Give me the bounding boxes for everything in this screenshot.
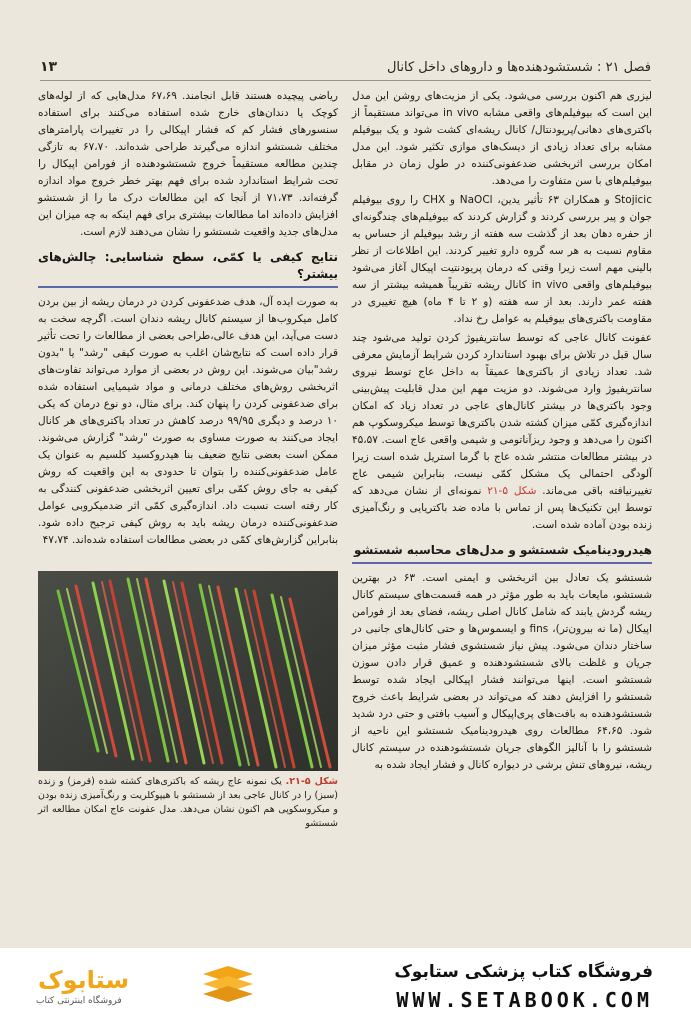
figure-caption: [38, 775, 338, 831]
microscopy-image: [38, 571, 338, 771]
paragraph-text: عفونت کانال عاجی که توسط سانتریفیوژ کردن تولید می‌شود چند سال قبل در تلاش برای بهبود استاندارد کردن شرایط آزمایش معرفی شد. تعداد زیادی از باکتری‌ها عمیقاً به داخل عاج توسط نیروی سانتریفیوژ وارد می‌شوند. دو مزیت مهم این مدل قابلیت پیش‌بینی وجود باکتری‌ها در بیشتر کانال‌های عاجی در تعداد زیاد که امکان اندازه‌گیری کمّی میزان کشته شدن باکتری‌ها توسط میکروسکوپ هم اکنون را می‌دهد و وجود ریزآناتومی و شیمی واقعی عاج است. ۴۵،۵۷ در بیشتر مطالعات منتشر شده عاج با گرما استریل شده است زیرا آلودگی احتمالی یک مشکل کمّی نیست، بنابراین شیمی عاج تغییرنیافته باقی می‌ماند.: [352, 332, 653, 497]
paragraph: لیزری هم اکنون بررسی می‌شود. یکی از مزیت‌های روشن این مدل این است که بیوفیلم‌های واقعی مشابه in vivo می‌تواند مستقیماً از باکتری‌های دهانی/پریودنتال/ کانال ریشه‌ای کشت شود و یک بیوفیلم مشابه برای تعداد زیادی از دیسک‌های موازی تکثیر شود. این مدل امکان بررسی اثربخشی ضدعفونی‌کننده در طول زمان در مقابل بیوفیلم‌های با سن متفاوت را می‌دهد.: [352, 90, 653, 187]
page-header: [40, 54, 651, 81]
book-stack-icon: [198, 962, 258, 1012]
dentin-microscopy-figure: [38, 571, 338, 771]
section-heading: نتایج کیفی یا کمّی، سطح شناسایی: چالش‌های بیشتر؟: [38, 249, 338, 288]
section-heading: هیدرودینامیک شستشو و مدل‌های محاسبه شستشو: [352, 542, 652, 564]
paragraph: Stojicic و همکاران ۶۳ تأثیر یدین، NaOCl و CHX را روی بیوفیلم جوان و پیر بررسی کردند و گزارش کردند که بیوفیلم‌های چندگونه‌ای از حفره دهان بعد از گذشت سه هفته از رشد بیوفیلم از حساس به مقاوم نسبت به هر سه گروه دارو تغییر کردند. این اطلاعات از نظر بالینی مهم است زیرا وقتی که درمان پریودنتیت اپیکال آغاز می‌شود بیوفیلم‌های واقعی in vivo کانال ریشه تقریباً همیشه بیشتر از سه هفته عمر دارند. بعد از سه هفته (و ۲ تا ۴ ماه) هیچ تغییری در مقاومت باکتری‌های بیوفیلم به عوامل رخ نداد.: [352, 194, 653, 325]
page-number: ۱۳: [40, 59, 58, 75]
logo-tagline: فروشگاه اینترنتی کتاب: [36, 996, 122, 1006]
paragraph: ریاضی پیچیده هستند قابل انجامند. ۶۷،۶۹ مدل‌هایی که از لوله‌های کوچک یا دندان‌های خارج شده استفاده می‌کنند برای استفاده سنسورهای فشار کم که فشار اپیکالی را در تغییرات پارامترهای مختلف شستشو اندازه می‌گیرند طراحی شده‌اند. ۶۷،۷۰ به تازگی چندین مطالعه مستقیماً خروج شستشودهنده از فورامن اپیکال را تحت شرایط استاندارد شده برای فهم بهتر خطر خروج مواد اندازه گرفته‌اند. ۷۱،۷۳ از آنجا که این مطالعات درک ما را از شستشو افزایش داده‌اند اما مطالعات بیشتری برای فهم اینکه به چه میزان این مدل‌های جدید واقعیت شستشو را نشان می‌دهند لازم است.: [38, 90, 338, 238]
right-column: [352, 88, 652, 948]
figure-caption-label: شکل ۵-۲۱.: [285, 776, 339, 787]
figure-reference: شکل ۵-۲۱: [487, 485, 537, 497]
left-column: [38, 88, 338, 948]
store-url-link[interactable]: WWW.SETABOOK.COM: [396, 988, 653, 1012]
paragraph: شستشو یک تعادل بین اثربخشی و ایمنی است. ۶۳ در بهترین شستشو، مایعات باید به طور مؤثر در همه قسمت‌های سیستم کانال ریشه گردش یابند که شامل کانال اصلی ریشه، فضای بعد از فورامن اپیکال (ما نه بیرون‌تر)، fins و ایسموس‌ها و حتی کانال‌های جانبی در ساختار دندان می‌شود. پیش نیاز شستشوی فشار مثبت مؤثر میزان جریان و غلظت بالای شستشودهنده و عمیق قرار دادن سوزن شستشو است. اینها می‌توانند فشار اپیکالی ایجاد شده توسط شستشو را افزایش دهند که می‌تواند در بعضی شرایط باعث خروج شستشودهنده به بافت‌های پری‌اپیکال و آسیب بافتی و حتی درد شدید شود. ۶۴،۶۵ مطالعات روی هیدرودینامیک شستشو این ناحیه از شستشو را با آنالیز الگوهای جریان شستشودهنده در سیستم کانال ریشه، نیروهای تنش برشی در دیواره کانال و فشار ایجاد شده به: [352, 572, 653, 771]
setabook-logo[interactable]: [18, 962, 258, 1012]
logo-wordmark: ستابوک: [38, 966, 130, 994]
figure-caption-text: یک نمونه عاج ریشه که باکتری‌های کشته شده (قرمز) و زنده (سبز) را در کانال عاجی بعد از شستشو با هیپوکلریت و رنگ‌آمیزی زنده بودن و میکروسکوپی هم اکنون نشان می‌دهد. مدل عفونت عاج امکان مطالعه اثر شستشو: [38, 776, 338, 829]
store-name: فروشگاه کتاب پزشکی ستابوک: [394, 962, 653, 982]
paragraph: به صورت ایده آل، هدف ضدعفونی کردن در درمان ریشه از بین بردن کامل میکروب‌ها از سیستم کانال ریشه دندان است. اگرچه سخت به دست می‌آید، این هدف عالی،طراحی بعضی از مطالعات را تحت تأثیر قرار داده است که نتایج‌شان اغلب به صورت کیفی "رشد" یا "بدون رشد"بیان می‌شوند. این روش در بعضی از موارد می‌تواند تفاوت‌های اثربخشی روش‌های مختلف درمانی و مواد شیمیایی استفاده شده برای ضدعفونی کردن را پنهان کند. برای مثال، دو نوع درمان که یکی ۱۰ درصد و دیگری ۹۹/۹۵ درصد کاهش در تعداد باکتری‌های هر کانال ایجاد می‌کنند به صورت مساوی به صورت "رشد" گزارش می‌شوند. ممکن است بعضی نتایج ضعیف بنا هیدروکسید کلسیم به عنوان یک عامل ضدعفونی‌کننده را بتوان تا حدودی به این واقعیت که روش کیفی به جای روش کمّی برای تعیین اثربخشی ضدعفونی کنندگی به کار رفته است نسبت داد. اندازه‌گیری کمّی اثر ضدمیکروبی عوامل ضدعفونی‌کننده درمان ریشه باید به روش کیفی ترجیح داده شود. بنابراین گزارش‌های کمّی در بعضی مطالعات استفاده شده‌اند. ۴۷،۷۴: [38, 296, 338, 546]
paragraph: [352, 330, 652, 534]
chapter-title: فصل ۲۱ : شستشودهنده‌ها و داروهای داخل کانال: [386, 59, 651, 75]
store-banner: [0, 948, 691, 1024]
paragraph-text: نمونه‌ای از نشان می‌دهد که توسط این تکنیک‌ها پس از تماس با ماده ضد باکتریایی و رنگ‌آمیزی زنده بودن آماده شده است.: [352, 485, 652, 531]
